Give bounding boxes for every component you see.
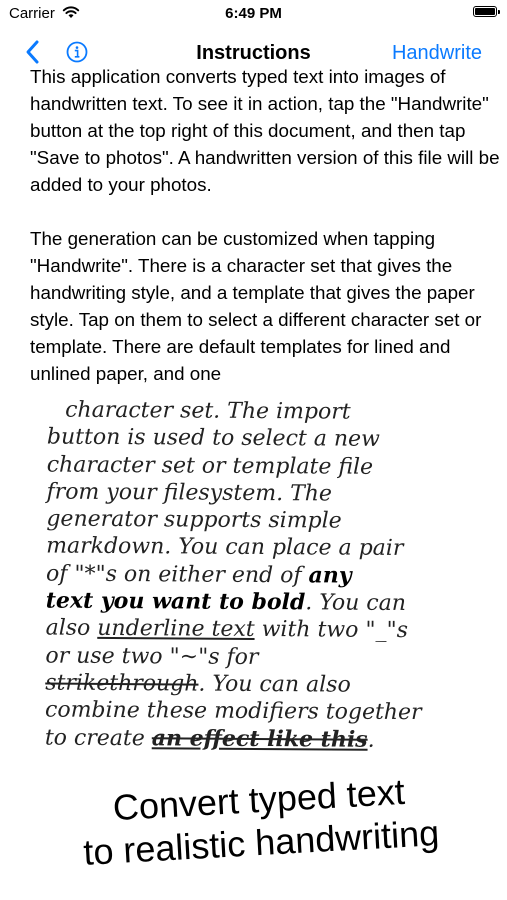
hw-line: character set or template file [46,452,374,480]
status-bar [0,0,507,30]
hw-line: generator supports simple [46,506,342,534]
page-title: Instructions [196,42,311,64]
hw-text: to create [44,725,145,751]
promo-line-2: to realistic handwriting [82,812,441,873]
hw-text: also [45,615,91,642]
handwrite-button[interactable]: Handwrite [391,42,482,64]
hw-line: combine these modifiers together [44,697,422,726]
status-time: 6:49 PM [225,5,282,22]
hw-line: or use two "~"s for [45,643,259,670]
hw-text: . [367,727,375,753]
promo-line-1: Convert typed text [111,770,406,829]
carrier-label: Carrier [9,5,55,22]
hw-text: . You can [305,590,407,617]
hw-strikethrough-text: strikethrough [45,670,199,697]
hw-text: with two "_"s [261,617,409,644]
hw-bold-text: text you want to bold [45,587,306,616]
hw-line [46,560,476,590]
hw-text: of "*"s on either end of [45,561,302,589]
hw-line [46,588,476,618]
handwriting-sample [45,397,477,755]
hw-combined-text: an effect like this [151,724,368,753]
document-paragraph-1: This application converts typed text into images of handwritten text. To see it in action, tap the "Handwrite" button at the top right of this document, and then tap "Save to photos". A handwritten version of this file will be added to your photos. [30,66,500,195]
document-paragraph-2: The generation can be customized when tapping "Handwrite". There is a character set that gives the handwriting style, and a template that gives the paper style. Tap on them to select a different character set or template. There are default templates for lined and unlined paper, and one [30,228,482,384]
hw-text: . You can also [198,671,351,698]
hw-line [46,615,476,645]
promo-caption [38,766,482,876]
document-text-view[interactable] [8,60,503,385]
hw-line: from your filesystem. The [46,479,333,507]
hw-underlined-text: underline text [97,616,255,643]
hw-line: character set. The import [65,397,351,425]
hw-line: markdown. You can place a pair [46,533,404,562]
hw-line [45,724,475,754]
hw-line [45,669,475,699]
hw-line: button is used to select a new [46,424,380,453]
hw-bold-text: any [308,562,352,589]
battery-icon [473,6,497,17]
